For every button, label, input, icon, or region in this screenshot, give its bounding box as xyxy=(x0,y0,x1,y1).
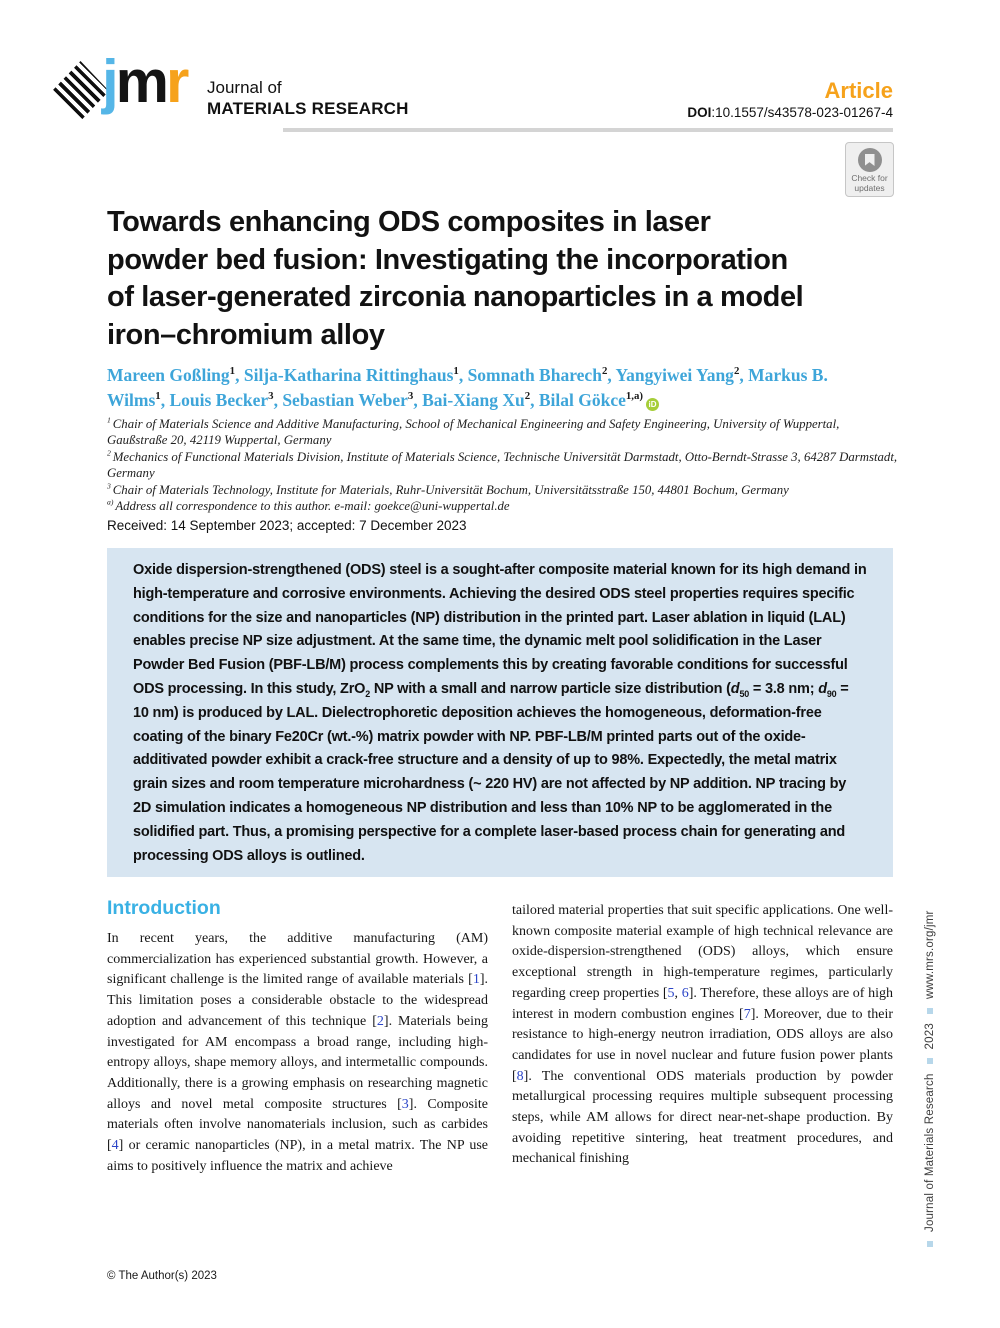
vertical-journal-strip xyxy=(924,910,936,1256)
article-type-label: Article xyxy=(824,78,893,103)
text-segment: a) xyxy=(107,497,116,507)
text-segment: ]. Therefore, these alloys are of high interest in modern combustion engines [ xyxy=(512,985,894,1022)
journal-name-line2: MATERIALS RESEARCH xyxy=(207,99,409,118)
article-title xyxy=(107,204,897,354)
affiliations xyxy=(107,416,899,514)
strip-year: 2023 xyxy=(924,1023,936,1050)
text-segment: Oxide dispersion-strengthened (ODS) steel is a sought-after composite material known for its high demand in high-temperature and corrosive environments. Achieving the desired ODS steel properties requires specific conditions for the size and nanoparticles (NP) distribution in the printed part. Laser ablation in liquid (LAL) enables precise NP size adjustment. At the same time, the dynamic melt pool solidification in the Laser Powder Bed Fusion (PBF-LB/M) process complements this by creating favorable conditions for successful ODS processing. In this study, ZrO xyxy=(133,562,867,697)
text-segment: ]. This limitation poses a considerable obstacle to the widespread adoption and advancement of this technique [ xyxy=(107,972,488,1029)
text-segment: 2 xyxy=(601,365,608,378)
text-segment: , Bilal Gökce xyxy=(530,389,626,410)
separator-square xyxy=(927,1008,933,1014)
logo-letter-m: m xyxy=(115,48,167,115)
text-segment: d xyxy=(818,680,827,697)
affiliation-3 xyxy=(107,482,899,498)
text-segment: Mareen Goßling xyxy=(107,365,230,385)
text-segment: 1 xyxy=(453,365,459,378)
author-names xyxy=(107,365,828,410)
text-segment: 3 xyxy=(407,389,414,402)
header-divider xyxy=(283,128,893,132)
text-segment: 3 xyxy=(268,389,274,402)
copyright-notice: © The Author(s) 2023 xyxy=(107,1270,217,1282)
text-segment: 1 xyxy=(107,415,113,425)
text-segment: 3 xyxy=(107,481,113,491)
citation-link[interactable]: 2 xyxy=(376,1013,384,1029)
citation-link[interactable]: 7 xyxy=(743,1006,751,1022)
title-line: powder bed fusion: Investigating the incorporation xyxy=(107,243,788,276)
logo-letter-r: r xyxy=(166,48,187,115)
text-segment: 2 xyxy=(365,688,371,699)
citation-link[interactable]: 3 xyxy=(401,1096,409,1112)
strip-journal-name: Journal of Materials Research xyxy=(924,1073,936,1232)
text-segment: = 10 nm) is produced by LAL. Dielectrophoretic deposition achieves the homogeneous, deformation-free coating of the binary Fe20Cr (wt.-%) matrix powder with NP. PBF-LB/M printed parts out of the oxide-additivated powder exhibit a crack-free structure and a density of up to 98%. Expectedly, the metal matrix grain sizes and room temperature microhardness (~ 220 HV) are not affected by NP addition. NP tracing by 2D simulation indicates a homogeneous NP distribution and less than 10% NP to be agglomerated in the solidified part. Thus, a promising perspective for a complete laser-based process chain for generating and processing ODS alloys is outlined. xyxy=(133,680,849,864)
text-segment: , Bai-Xiang Xu xyxy=(413,389,525,410)
text-segment: 50 xyxy=(739,688,750,699)
check-for-updates-badge[interactable] xyxy=(845,142,894,197)
doi-value: :10.1557/s43578-023-01267-4 xyxy=(711,105,893,120)
text-segment: , Yangyiwei Yang xyxy=(607,365,734,385)
journal-name xyxy=(207,77,409,119)
text-segment: ] or ceramic nanoparticles (NP), in a metal matrix. The NP use aims to positively influence the matrix and achieve xyxy=(107,1138,488,1174)
citation-link[interactable]: 6 xyxy=(681,985,689,1001)
text-segment: Chair of Materials Technology, Institute for Materials, Ruhr-Universität Bochum, Universitätsstraße 150, 44801 Bochum, Germany xyxy=(112,482,789,497)
author-list xyxy=(107,363,863,412)
text-segment: 1 xyxy=(229,365,236,378)
text-segment: Address all correspondence to this author. e-mail: goekce@uni-wuppertal.de xyxy=(115,499,510,514)
text-segment: 90 xyxy=(826,688,837,699)
text-segment: d xyxy=(730,680,740,697)
abstract-box xyxy=(107,548,893,877)
section-heading-introduction: Introduction xyxy=(107,897,221,919)
text-segment: In recent years, the additive manufacturing (AM) commercialization has experienced substantial growth. However, a significant challenge is the limited range of available materials [ xyxy=(107,931,488,988)
citation-link[interactable]: 8 xyxy=(516,1068,524,1084)
check-updates-icon xyxy=(858,148,882,172)
affiliation-2 xyxy=(107,449,899,482)
logo-letter-j: j xyxy=(102,48,116,115)
text-segment: , Silja-Katharina Rittinghaus xyxy=(235,365,454,385)
text-segment: = 3.8 nm; xyxy=(749,680,819,697)
doi-line xyxy=(687,105,893,120)
intro-column-right xyxy=(512,901,893,1170)
text-segment: , Markus B. Wilms xyxy=(107,365,828,410)
correspondence-note xyxy=(107,498,899,514)
text-segment: NP with a small and narrow particle size distribution ( xyxy=(370,680,731,697)
received-accepted-dates: Received: 14 September 2023; accepted: 7 December 2023 xyxy=(107,518,467,533)
text-segment: Mechanics of Functional Materials Division, Institute of Materials Science, Technische Universität Darmstadt, Otto-Berndt-Strasse 3, 64287 Darmstadt, Germany xyxy=(107,449,898,481)
text-segment: 1 xyxy=(155,389,161,402)
check-updates-text-line1: Check for xyxy=(851,173,888,183)
text-segment: , Somnath Bharech xyxy=(458,365,602,385)
separator-square xyxy=(927,1241,933,1247)
citation-link[interactable]: 4 xyxy=(111,1138,119,1154)
citation-link[interactable]: 1 xyxy=(472,972,480,988)
text-segment: , Sebastian Weber xyxy=(273,389,408,410)
citation-link[interactable]: 5 xyxy=(667,985,675,1001)
text-segment: , xyxy=(674,985,682,1001)
separator-square xyxy=(927,1058,933,1064)
text-segment: 1,a) xyxy=(625,389,644,402)
intro-column-left xyxy=(107,929,488,1177)
journal-name-line1: Journal of xyxy=(207,78,282,97)
text-segment: ]. Materials being investigated for AM encompass a broad range, including high-entropy alloys, shape memory alloys, and intermetallic compounds. Additionally, there is a growing emphasis on researching magnetic alloys and novel metal composite structures [ xyxy=(107,1013,488,1112)
text-segment: 2 xyxy=(733,365,740,378)
text-segment: Chair of Materials Science and Additive Manufacturing, School of Mechanical Engineering and Safety Engineering, University of Wuppertal, Gaußstraße 20, 42119 Wuppertal, Germany xyxy=(107,417,840,448)
check-updates-text-line2: updates xyxy=(854,182,885,193)
title-line: of laser-generated zirconia nanoparticles in a model xyxy=(107,281,804,313)
title-line: Towards enhancing ODS composites in laser xyxy=(107,206,711,238)
orcid-icon[interactable]: iD xyxy=(646,398,659,411)
jmr-logo-letters xyxy=(102,48,186,116)
text-segment: tailored material properties that suit specific applications. One well-known composite material example of high technical relevance are oxide-dispersion-strengthened (ODS) alloys, which ensure exceptional strength in high-temperature regimes, particularly regarding creep properties [ xyxy=(512,903,893,1001)
text-segment: ]. Composite materials often involve nanomaterials inclusion, such as carbides [ xyxy=(107,1096,488,1154)
affiliation-1 xyxy=(107,416,899,449)
text-segment: ]. The conventional ODS materials production by powder metallurgical processing requires multiple subsequent processing steps, while AM allows for direct near-net-shape production. By avoiding repetitive sintering, heat treatment procedures, and mechanical finishing xyxy=(512,1068,893,1167)
text-segment: , Louis Becker xyxy=(160,389,269,410)
text-segment: ]. Moreover, due to their resistance to high-energy neutron irradiation, ODS alloys are also candidates for use in novel nuclear and future fusion power plants [ xyxy=(512,1006,893,1084)
jmr-diamond-logo-icon xyxy=(52,61,109,121)
title-line: iron–chromium alloy xyxy=(107,318,385,351)
bookmark-icon xyxy=(865,154,875,166)
text-segment: 2 xyxy=(107,448,113,458)
strip-url: www.mrs.org/jmr xyxy=(924,910,936,1000)
text-segment: 2 xyxy=(524,389,531,402)
doi-label: DOI xyxy=(687,105,712,120)
